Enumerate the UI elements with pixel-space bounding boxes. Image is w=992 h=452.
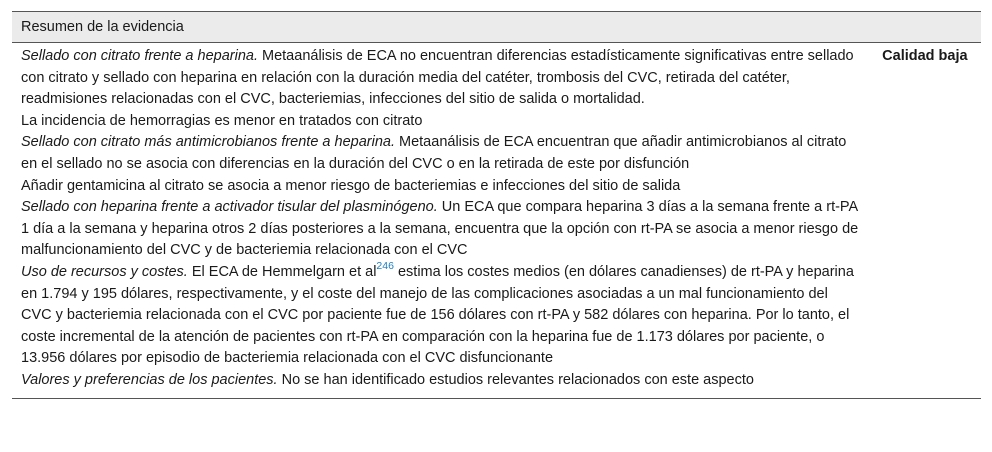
- table-body-row: [12, 43, 981, 398]
- evidence-text-cell: [12, 46, 862, 392]
- paragraph-text: estima los costes medios (en dólares canadienses) de rt-PA y heparina en 1.794 y 195 dólares, respectivamente, y el coste del manejo de las complicaciones asociadas a un mal funcionamiento del CVC y bacteriemia relacionada con el CVC por paciente fue de 156 dólares con rt-PA y 582 dólares con heparina. Por lo tanto, el coste incremental de la atención de pacientes con rt-PA en comparación con la heparina fue de 1.173 dólares por paciente, o 13.956 dólares por episodio de bacteriemia relacionada con el CVC disfuncionante: [21, 263, 854, 367]
- paragraph-costs: [21, 262, 862, 370]
- paragraph-text: Un ECA que compara heparina 3 días a la semana frente a rt-PA 1 día a la semana y heparina otros 2 días posteriores a la semana, encuentra que la opción con rt-PA se asocia a menor riesgo de malfuncionamiento del CVC y de bacteriemia relacionada con el CVC: [21, 199, 859, 259]
- table-header-row: [12, 12, 981, 43]
- paragraph-citrate-antimicrobials: [21, 132, 862, 175]
- paragraph-text: No se han identificado estudios relevantes relacionados con este aspecto: [277, 371, 754, 388]
- paragraph-gentamicin: [21, 176, 862, 198]
- reference-link[interactable]: 246: [376, 260, 394, 273]
- paragraph-text: La incidencia de hemorragias es menor en tratados con citrato: [21, 112, 423, 129]
- paragraph-citrate-vs-heparin: [21, 46, 862, 111]
- evidence-summary-table: [12, 11, 981, 399]
- paragraph-text: Añadir gentamicina al citrato se asocia a menor riesgo de bacteriemias e infecciones del sitio de salida: [21, 177, 681, 194]
- table-header: Resumen de la evidencia: [21, 19, 184, 35]
- paragraph-patient-preferences: [21, 370, 862, 392]
- paragraph-text-before: El ECA de Hemmelgarn et al: [187, 263, 377, 280]
- paragraph-lead: Uso de recursos y costes.: [21, 263, 188, 280]
- quality-cell: [862, 46, 981, 392]
- paragraph-hemorrhage: [21, 111, 862, 133]
- paragraph-heparin-vs-rtpa: [21, 197, 862, 262]
- paragraph-text: Metaanálisis de ECA no encuentran diferencias estadísticamente significativas entre sellado con citrato y sellado con heparina en relación con la duración media del catéter, trombosis del CVC, retirada del catéter, readmisiones relacionadas con el CVC, bacteriemias, infecciones del sitio de salida o mortalidad.: [21, 48, 854, 108]
- paragraph-lead: Sellado con heparina frente a activador tisular del plasminógeno.: [21, 199, 438, 216]
- paragraph-lead: Valores y preferencias de los pacientes.: [21, 371, 278, 388]
- paragraph-lead: Sellado con citrato más antimicrobianos frente a heparina.: [21, 134, 395, 151]
- paragraph-lead: Sellado con citrato frente a heparina.: [21, 48, 258, 64]
- paragraph-text: Metaanálisis de ECA encuentran que añadir antimicrobianos al citrato en el sellado no se asocia con diferencias en la duración del CVC o en la retirada de este por disfunción: [21, 134, 847, 172]
- quality-label: Calidad baja: [882, 48, 968, 64]
